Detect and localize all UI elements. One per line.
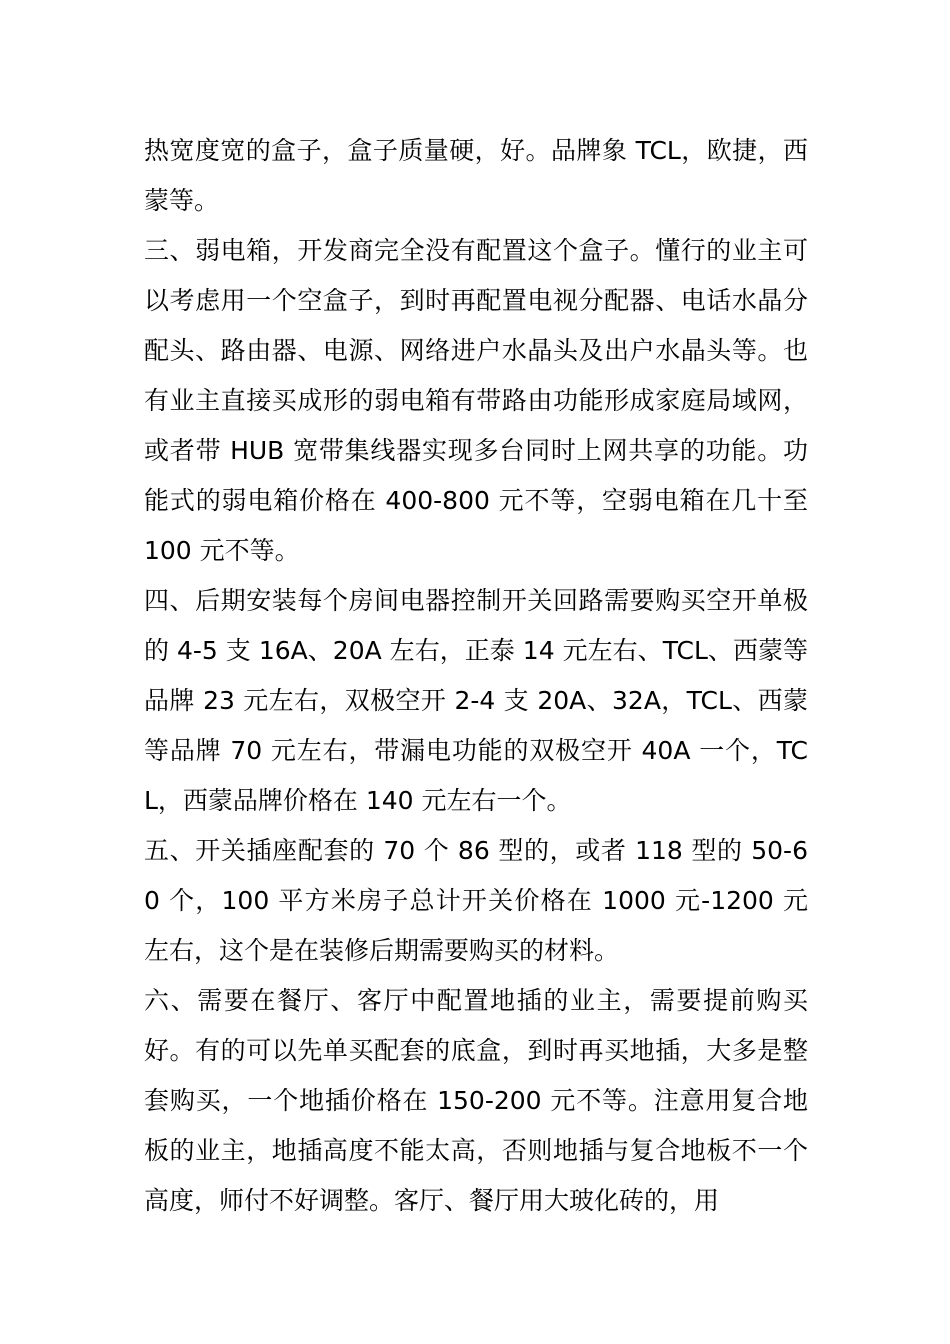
document-body xyxy=(144,126,808,1226)
paragraph-switch-sockets: 五、开关插座配套的 70 个 86 型的，或者 118 型的 50-60 个，100 平方米房子总计开关价格在 1000 元-1200 元左右，这个是在装修后期需要购买的材料。 xyxy=(144,836,808,965)
paragraph-box-quality: 热宽度宽的盒子，盒子质量硬，好。品牌象 TCL，欧捷，西蒙等。 xyxy=(144,136,808,215)
paragraph-weak-current-box: 三、弱电箱，开发商完全没有配置这个盒子。懂行的业主可以考虑用一个空盒子，到时再配置电视分配器、电话水晶分配头、路由器、电源、网络进户水晶头及出户水晶头等。也有业主直接买成形的弱电箱有带路由功能形成家庭局域网，或者带 HUB 宽带集线器实现多台同时上网共享的功能。功能式的弱电箱价格在 400-800 元不等，空弱电箱在几十至 100 元不等。 xyxy=(144,236,808,565)
paragraph-floor-sockets: 六、需要在餐厅、客厅中配置地插的业主，需要提前购买好。有的可以先单买配套的底盒，到时再买地插，大多是整套购买，一个地插价格在 150-200 元不等。注意用复合地板的业主，地插高度不能太高，否则地插与复合地板不一个高度，师付不好调整。客厅、餐厅用大玻化砖的，用 xyxy=(144,986,808,1215)
paragraph-circuit-breakers: 四、后期安装每个房间电器控制开关回路需要购买空开单极的 4-5 支 16A、20A 左右，正泰 14 元左右、TCL、西蒙等品牌 23 元左右，双极空开 2-4 支 20A、32A，TCL、西蒙等品牌 70 元左右，带漏电功能的双极空开 40A 一个，TCL，西蒙品牌价格在 140 元左右一个。 xyxy=(144,586,808,815)
